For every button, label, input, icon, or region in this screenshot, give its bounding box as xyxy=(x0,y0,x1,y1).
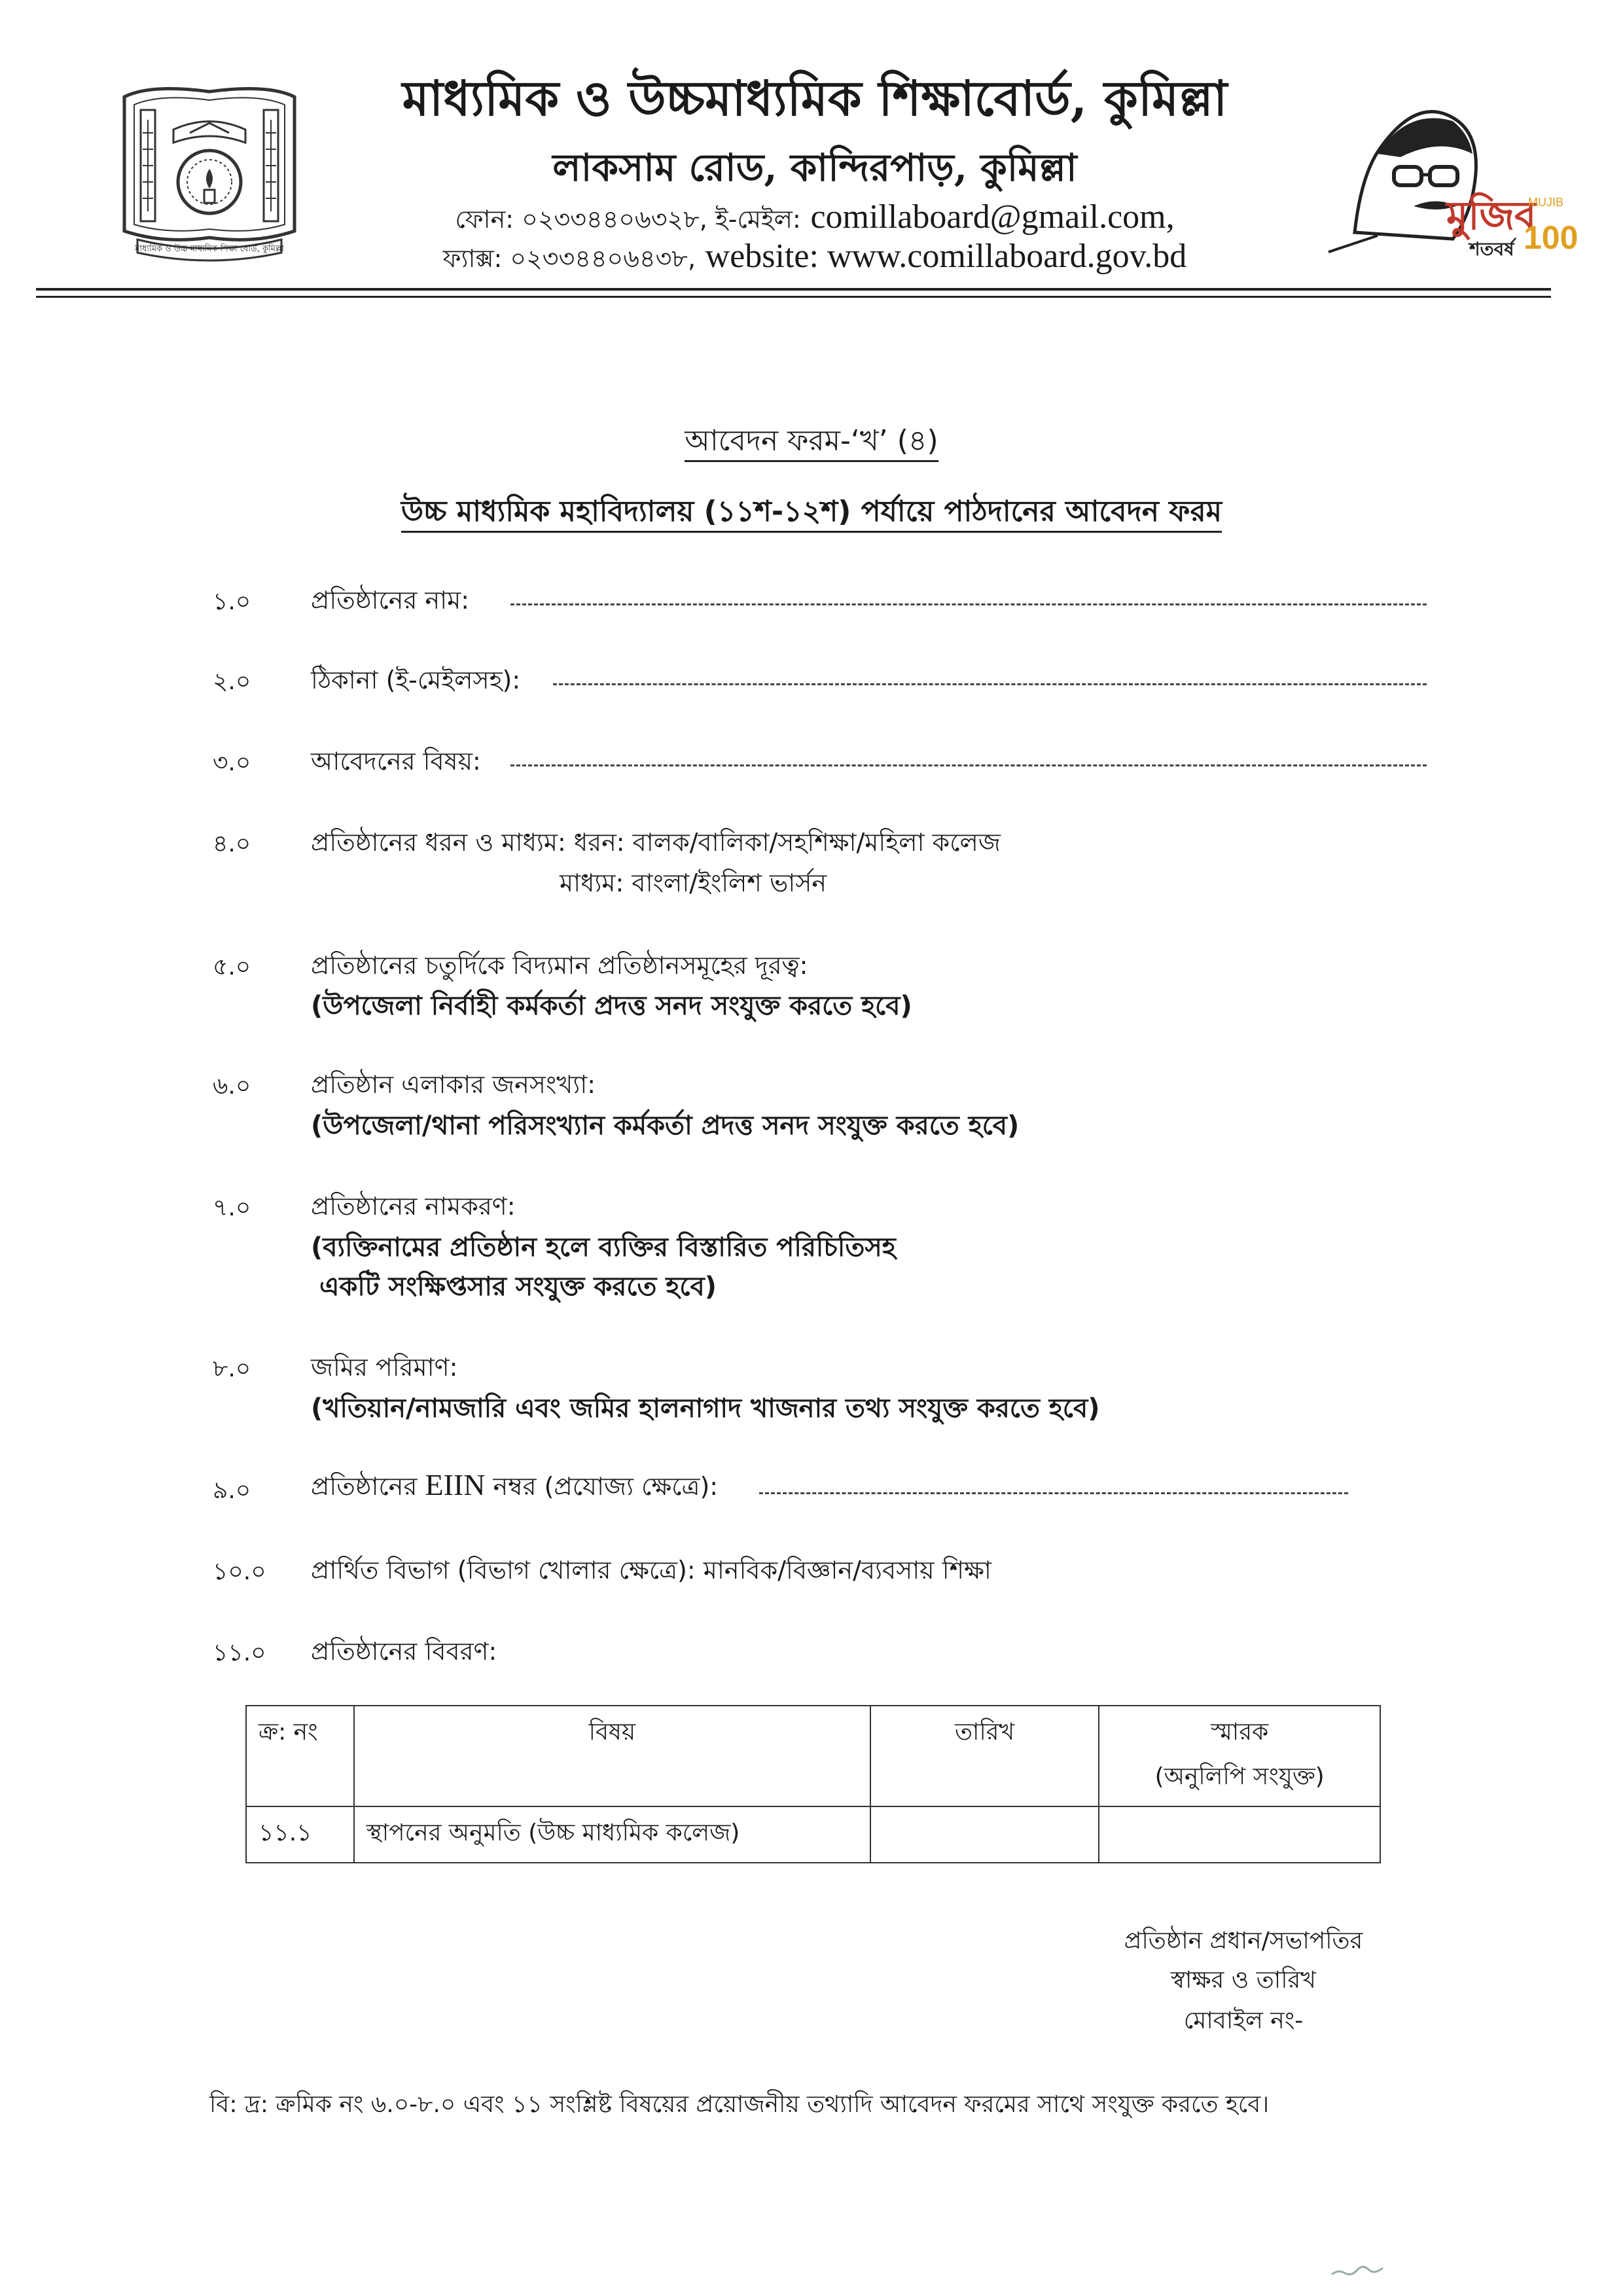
phone-label: ফোন: ০২৩৩৪৪০৬৩২৮, ই-মেইল: xyxy=(455,205,801,234)
mujib-shatabarsha-text: শতবর্ষ xyxy=(1469,238,1514,260)
footnote: বি: দ্র: ক্রমিক নং ৬.০-৮.০ এবং ১১ সংশ্লিষ্ট বিষয়ের প্রয়োজনীয় তথ্যাদি আবেদন ফরমের সাথে সংযুক্ত করতে হবে। xyxy=(209,2091,1270,2118)
header-rule-thin xyxy=(36,296,1551,298)
item-number: ৮.০ xyxy=(213,1355,251,1382)
contact-line-fax xyxy=(327,237,1302,281)
board-logo xyxy=(111,77,308,260)
land-amount-note: (খতিয়ান/নামজারি এবং জমির হালনাগাদ খাজনার তথ্য সংযুক্ত করতে হবে) xyxy=(311,1393,1100,1424)
institution-details-label: প্রতিষ্ঠানের বিবরণ: xyxy=(311,1637,497,1666)
form-subtitle-text: উচ্চ মাধ্যমিক মহাবিদ্যালয় (১১শ-১২শ) পর্যায়ে পাঠদানের আবেদন ফরম xyxy=(401,495,1222,533)
row-serial: ১১.১ xyxy=(246,1806,354,1863)
item-number: ৪.০ xyxy=(213,831,251,857)
mujib-centenary-logo xyxy=(1315,75,1578,265)
signature-date-label: স্বাক্ষর ও তারিখ xyxy=(1171,1967,1316,1994)
institution-name-field[interactable] xyxy=(510,603,1427,605)
row-date-cell[interactable] xyxy=(870,1806,1099,1863)
fax-label: ফ্যাক্স: ০২৩৩৪৪০৬৪৩৮, xyxy=(442,244,696,273)
item-number: ৬.০ xyxy=(213,1073,251,1100)
table-header-row xyxy=(246,1706,1380,1806)
medium-label: মাধ্যম: বাংলা/ইংলিশ ভার্সন xyxy=(560,869,827,897)
address-label: ঠিকানা (ই-মেইলসহ): xyxy=(311,666,521,694)
item-number: ৭.০ xyxy=(213,1194,251,1221)
land-amount-label: জমির পরিমাণ: xyxy=(311,1353,458,1382)
institution-type-label: প্রতিষ্ঠানের ধরন ও মাধ্যম: ধরন: বালক/বালিকা/সহশিক্ষা/মহিলা কলেজ xyxy=(311,828,1001,857)
row-subject: স্থাপনের অনুমতি (উচ্চ মাধ্যমিক কলেজ) xyxy=(354,1806,870,1863)
naming-note-line2: একটি সংক্ষিপ্তসার সংযুক্ত করতে হবে) xyxy=(319,1272,717,1302)
mujib-english-text: MUJIB xyxy=(1528,196,1563,209)
eiin-label-post: নম্বর (প্রযোজ্য ক্ষেত্রে): xyxy=(493,1472,719,1501)
scan-artifact xyxy=(1329,2261,1387,2278)
col-header-memo-title: স্মারক xyxy=(1211,1719,1269,1746)
naming-label: প্রতিষ্ঠানের নামকরণ: xyxy=(311,1192,516,1221)
mujib-100-text: 100 xyxy=(1524,219,1578,256)
institution-name-label: প্রতিষ্ঠানের নাম: xyxy=(311,586,470,615)
item-number: ২.০ xyxy=(213,668,251,695)
header-rule-thick xyxy=(36,288,1551,291)
board-address: লাকসাম রোড, কান্দিরপাড়, কুমিল্লা xyxy=(552,145,1077,190)
application-subject-label: আবেদনের বিষয়: xyxy=(311,747,481,776)
population-label: প্রতিষ্ঠান এলাকার জনসংখ্যা: xyxy=(311,1070,596,1099)
institution-details-table xyxy=(245,1705,1381,1863)
item-number: ১১.০ xyxy=(213,1640,266,1666)
item-number: ৫.০ xyxy=(213,954,251,980)
item-number: ১০.০ xyxy=(213,1558,266,1585)
contact-line-phone xyxy=(327,198,1302,242)
population-note: (উপজেলা/থানা পরিসংখ্যান কর্মকর্তা প্রদত্ত সনদ সংযুক্ত করতে হবে) xyxy=(311,1111,1020,1141)
eiin-field[interactable] xyxy=(759,1492,1348,1494)
address-field[interactable] xyxy=(553,683,1427,685)
mujib-bangla-text: মুজিব xyxy=(1446,193,1537,239)
naming-note: (ব্যক্তিনামের প্রতিষ্ঠান হলে ব্যক্তির বিস্তারিত পরিচিতিসহ xyxy=(311,1232,896,1263)
col-header-memo-note: (অনুলিপি সংযুক্ত) xyxy=(1154,1763,1325,1790)
application-subject-field[interactable] xyxy=(510,764,1427,766)
signature-role: প্রতিষ্ঠান প্রধান/সভাপতির xyxy=(1124,1928,1363,1954)
item-number: ১.০ xyxy=(213,588,251,615)
distance-note: (উপজেলা নির্বাহী কর্মকর্তা প্রদত্ত সনদ সংযুক্ত করতে হবে) xyxy=(311,991,912,1021)
distance-label: প্রতিষ্ঠানের চতুর্দিকে বিদ্যমান প্রতিষ্ঠানসমূহের দূরত্ব: xyxy=(311,951,808,980)
eiin-label xyxy=(311,1467,718,1509)
eiin-label-code: EIIN xyxy=(425,1468,486,1501)
eiin-label-pre: প্রতিষ্ঠানের xyxy=(311,1472,418,1501)
col-header-date: তারিখ xyxy=(870,1706,1099,1806)
website-link[interactable]: website: www.comillaboard.gov.bd xyxy=(705,238,1187,275)
email-link[interactable]: comillaboard@gmail.com, xyxy=(810,198,1175,236)
mobile-number-label: মোবাইল নং- xyxy=(1183,2007,1304,2034)
row-memo-cell[interactable] xyxy=(1099,1806,1380,1863)
item-number: ৯.০ xyxy=(213,1477,251,1504)
col-header-memo xyxy=(1099,1706,1380,1806)
form-subtitle xyxy=(0,490,1623,537)
item-number: ৩.০ xyxy=(213,749,251,776)
form-title-text: আবেদন ফরম-‘খ’ (৪) xyxy=(685,424,938,462)
board-title: মাধ্যমিক ও উচ্চমাধ্যমিক শিক্ষাবোর্ড, কুমিল্লা xyxy=(402,71,1228,127)
form-title xyxy=(0,419,1623,467)
table-row xyxy=(246,1806,1380,1863)
col-header-subject: বিষয় xyxy=(354,1706,870,1806)
logo-ribbon-text: মাধ্যমিক ও উচ্চ মাধ্যমিক শিক্ষা বোর্ড, কুমিল্লা xyxy=(135,244,284,254)
requested-department-label: প্রার্থিত বিভাগ (বিভাগ খোলার ক্ষেত্রে): মানবিক/বিজ্ঞান/ব্যবসায় শিক্ষা xyxy=(311,1556,991,1585)
col-header-serial: ক্র: নং xyxy=(246,1706,354,1806)
